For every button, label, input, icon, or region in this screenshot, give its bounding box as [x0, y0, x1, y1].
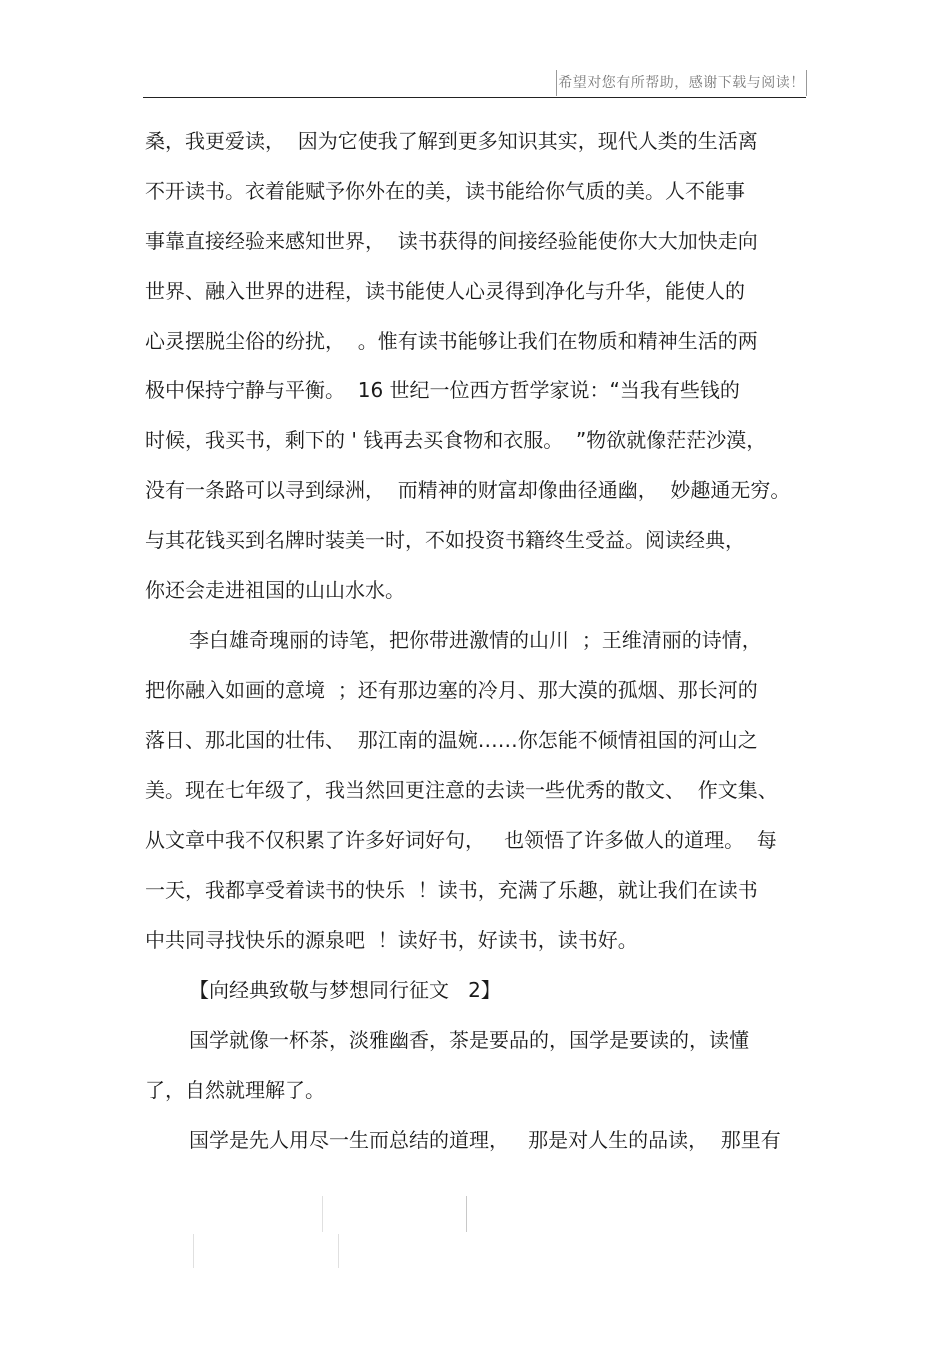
text-line: 国学就像一杯茶，淡雅幽香，茶是要品的，国学是要读的，读懂: [189, 1028, 749, 1052]
text-line: 一天，我都享受着读书的快乐 ！读书，充满了乐趣，就让我们在读书: [145, 878, 758, 902]
text-line: 落日、那北国的壮伟、 那江南的温婉……你怎能不倾情祖国的河山之: [145, 728, 758, 752]
text-line: 不开读书。衣着能赋予你外在的美，读书能给你气质的美。人不能事: [145, 179, 745, 203]
section-heading: 【向经典致敬与梦想同行征文 2】: [189, 978, 501, 1002]
text-line: 极中保持宁静与平衡。 16 世纪一位西方哲学家说：“当我有些钱的: [145, 378, 740, 402]
text-line: 中共同寻找快乐的源泉吧 ！读好书，好读书，读书好。: [145, 928, 638, 952]
text-line: 把你融入如画的意境 ；还有那边塞的冷月、那大漠的孤烟、那长河的: [145, 678, 758, 702]
text-line: 时候，我买书，剩下的 ' 钱再去买食物和衣服。 ”物欲就像茫茫沙漠，: [145, 428, 767, 452]
text-line: 没有一条路可以寻到绿洲， 而精神的财富却像曲径通幽， 妙趣通无穷。: [145, 478, 791, 502]
text-line: 与其花钱买到名牌时装美一时，不如投资书籍终生受益。阅读经典，: [145, 528, 745, 552]
header-note: 希望对您有所帮助，感谢下载与阅读！: [556, 70, 807, 96]
scan-artifact: [322, 1196, 323, 1232]
text-line: 你还会走进祖国的山山水水。: [145, 578, 405, 602]
scan-artifact: [193, 1234, 194, 1268]
text-line: 世界、融入世界的进程，读书能使人心灵得到净化与升华，能使人的: [145, 279, 745, 303]
scan-artifact: [338, 1234, 339, 1268]
text-line: 李白雄奇瑰丽的诗笔，把你带进激情的山川 ；王维清丽的诗情，: [189, 628, 762, 652]
text-line: 桑，我更爱读， 因为它使我了解到更多知识其实，现代人类的生活离: [145, 129, 758, 153]
text-line: 心灵摆脱尘俗的纷扰， 。惟有读书能够让我们在物质和精神生活的两: [145, 329, 758, 353]
scan-artifact: [466, 1196, 467, 1232]
text-line: 从文章中我不仅积累了许多好词好句， 也领悟了许多做人的道理。 每: [145, 828, 777, 852]
header-rule: [143, 97, 806, 98]
text-line: 事靠直接经验来感知世界， 读书获得的间接经验能使你大大加快走向: [145, 229, 758, 253]
text-line: 美。现在七年级了，我当然回更注意的去读一些优秀的散文、 作文集、: [145, 778, 778, 802]
text-line: 了，自然就理解了。: [145, 1078, 325, 1102]
text-line: 国学是先人用尽一生而总结的道理， 那是对人生的品读， 那里有: [189, 1128, 781, 1152]
